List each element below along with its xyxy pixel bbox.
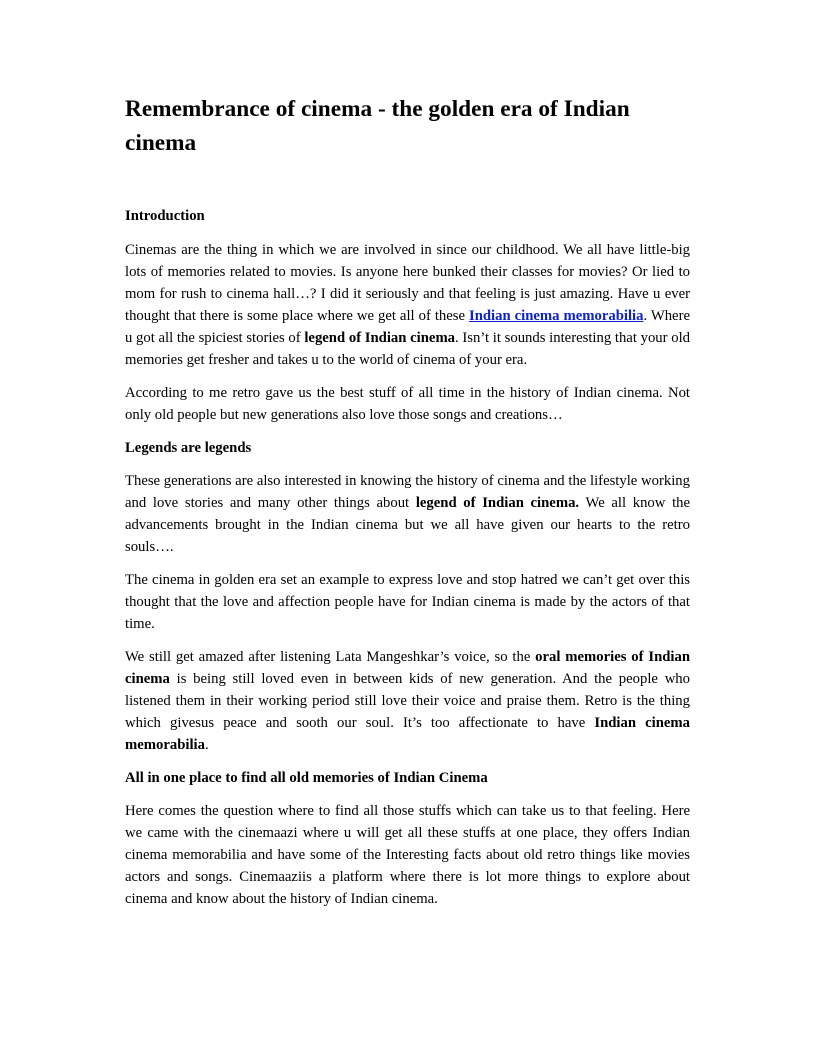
section-heading-introduction: Introduction [125, 208, 205, 224]
document-page [125, 92, 690, 910]
section-heading-all-in-one: All in one place to find all old memories of Indian Cinema [125, 770, 488, 786]
legends-paragraph-1 [125, 470, 690, 558]
text-run: We all know the advancements brought in the Indian cinema but we all have given our hearts to the retro souls…. [125, 495, 691, 555]
intro-paragraph-2: According to me retro gave us the best stuff of all time in the history of Indian cinema. Not only old people but new generations also love those songs and creations… [125, 385, 690, 423]
legends-paragraph-2: The cinema in golden era set an example to express love and stop hatred we can’t get over this thought that the love and affection people have for Indian cinema is made by the actors of that time. [125, 572, 690, 632]
text-run: is being still loved even in between kids of new generation. And the people who listened them in their working period still love their voice and praise them. Retro is the thing which givesus peace and sooth our soul. It’s too affectionate to have [125, 671, 690, 731]
section-heading-legends: Legends are legends [125, 440, 252, 456]
bold-text: Indian cinema memorabilia [125, 715, 690, 753]
allinone-paragraph-1: Here comes the question where to find all those stuffs which can take us to that feeling. Here we came with the cinemaazi where u will get all these stuffs at one place, they offers Indian cinema memorabilia and have some of the Interesting facts about old retro things like movies actors and songs. Cinemaaziis a platform where there is lot more things to explore about cinema and know about the history of Indian cinema. [125, 803, 690, 907]
text-run: Cinemas are the thing in which we are involved in since our childhood. We all have little-big lots of memories related to movies. Is anyone here bunked their classes for movies? Or lied to mom for rush to cinema hall…? I did it seriously and that feeling is just amazing. Have u ever thought that there is some place where we get all of these [125, 242, 690, 324]
text-run: These generations are also interested in knowing the history of cinema and the lifestyle working and love stories and many other things about [125, 473, 690, 511]
text-run: . Where u got all the spiciest stories of [125, 308, 690, 346]
bold-text: legend of Indian cinema [304, 330, 456, 346]
bold-text: legend of Indian cinema. [415, 495, 580, 511]
text-run: . Isn’t it sounds interesting that your old memories get fresher and takes u to the world of cinema of your era. [125, 330, 691, 368]
page-title: Remembrance of cinema - the golden era of Indian cinema [125, 96, 630, 156]
legends-paragraph-3 [125, 646, 690, 756]
intro-paragraph-1 [125, 239, 690, 371]
bold-text: oral memories of Indian cinema [125, 649, 690, 687]
text-run: We still get amazed after listening Lata Mangeshkar’s voice, so the [125, 649, 536, 665]
text-run: . [204, 737, 209, 753]
indian-cinema-memorabilia-link[interactable]: Indian cinema memorabilia [469, 308, 644, 324]
